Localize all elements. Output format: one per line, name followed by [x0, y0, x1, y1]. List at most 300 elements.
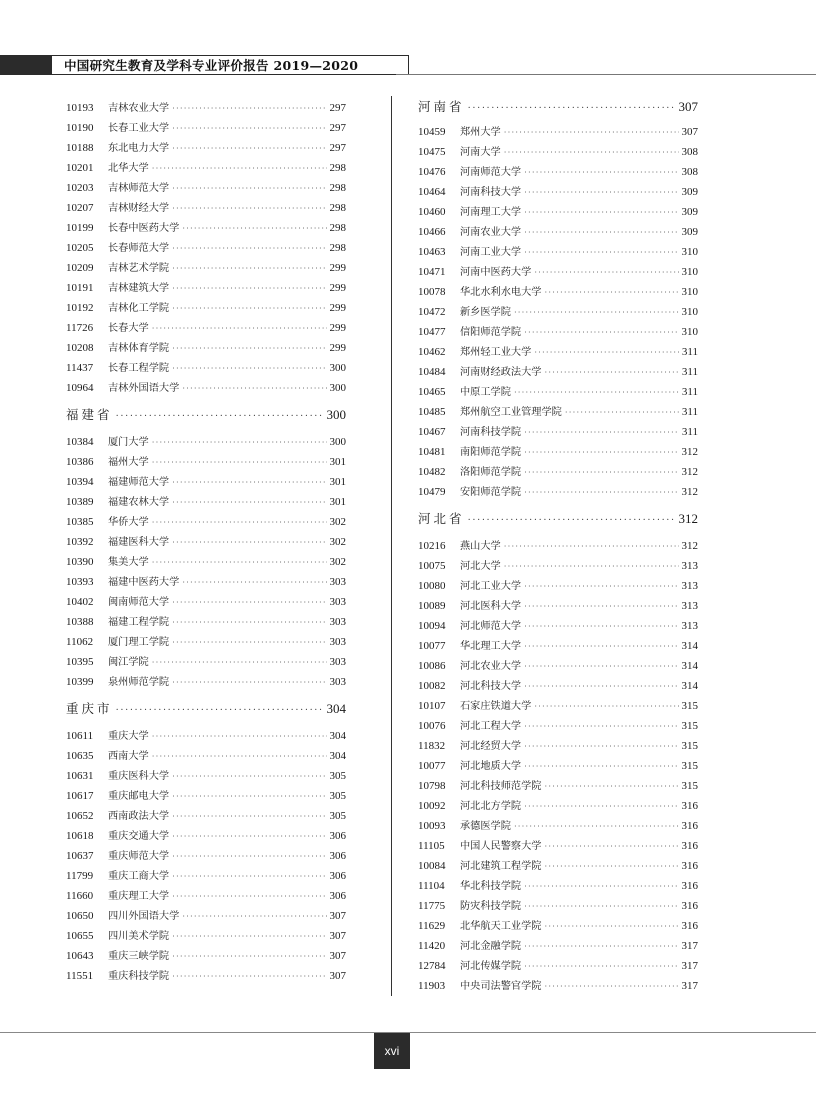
dot-leader	[172, 139, 326, 159]
toc-entry	[66, 138, 346, 158]
entry-page: 309	[681, 226, 698, 238]
toc-entry	[66, 278, 346, 298]
toc-entry	[66, 672, 346, 692]
toc-entry	[418, 122, 698, 142]
entry-page: 311	[681, 426, 698, 438]
toc-entry	[66, 966, 346, 986]
institution-name: 郑州航空工业管理学院	[460, 407, 562, 418]
toc-entry	[418, 816, 698, 836]
entry-page: 313	[681, 560, 698, 572]
entry-page: 305	[329, 810, 346, 822]
entry-page: 315	[681, 780, 698, 792]
institution-name: 吉林体育学院	[108, 343, 170, 354]
dot-leader	[524, 423, 679, 443]
dot-leader	[524, 463, 678, 483]
toc-entry	[66, 846, 346, 866]
entry-page: 303	[329, 616, 346, 628]
entry-page: 299	[329, 342, 346, 354]
dot-leader	[524, 957, 678, 977]
institution-code: 10652	[66, 810, 94, 822]
institution-code: 10075	[418, 560, 446, 572]
institution-code: 11551	[66, 970, 94, 982]
dot-leader	[172, 767, 326, 787]
dot-leader	[524, 163, 678, 183]
dot-leader	[182, 379, 326, 399]
toc-entry	[66, 338, 346, 358]
institution-name: 福建工程学院	[108, 617, 170, 628]
institution-name: 重庆大学	[108, 731, 149, 742]
dot-leader	[524, 443, 678, 463]
institution-code: 10476	[418, 166, 446, 178]
dot-leader	[524, 243, 678, 263]
toc-left-column	[66, 98, 346, 986]
toc-entry	[66, 158, 346, 178]
toc-entry	[418, 976, 698, 996]
toc-entry	[418, 242, 698, 262]
dot-leader	[524, 617, 678, 637]
institution-name: 重庆理工大学	[108, 891, 170, 902]
dot-leader	[524, 203, 678, 223]
section-name: 重庆市	[66, 701, 113, 716]
dot-leader	[468, 98, 676, 120]
dot-leader	[524, 577, 678, 597]
institution-code: 10077	[418, 760, 446, 772]
toc-entry	[418, 442, 698, 462]
dot-leader	[504, 537, 679, 557]
toc-entry	[418, 482, 698, 502]
toc-entry	[418, 616, 698, 636]
dot-leader	[172, 279, 326, 299]
institution-name: 河北科技大学	[460, 681, 522, 692]
toc-entry	[418, 856, 698, 876]
toc-entry	[66, 432, 346, 452]
entry-page: 311	[681, 366, 698, 378]
institution-code: 11660	[66, 890, 94, 902]
institution-code: 10635	[66, 750, 94, 762]
institution-code: 10611	[66, 730, 94, 742]
institution-name: 河南师范大学	[460, 167, 522, 178]
dot-leader	[152, 159, 327, 179]
institution-code: 10082	[418, 680, 446, 692]
institution-name: 安阳师范学院	[460, 487, 522, 498]
entry-page: 302	[329, 556, 346, 568]
dot-leader	[514, 303, 679, 323]
toc-entry	[66, 926, 346, 946]
institution-code: 12784	[418, 960, 446, 972]
entry-page: 305	[329, 770, 346, 782]
entry-page: 312	[681, 486, 698, 498]
toc-entry	[418, 876, 698, 896]
dot-leader	[172, 99, 326, 119]
toc-entry	[418, 536, 698, 556]
institution-code: 10964	[66, 382, 94, 394]
entry-page: 307	[329, 950, 346, 962]
institution-name: 长春师范大学	[108, 243, 170, 254]
institution-name: 郑州轻工业大学	[460, 347, 532, 358]
entry-page: 313	[681, 600, 698, 612]
dot-leader	[172, 927, 326, 947]
institution-name: 福建农林大学	[108, 497, 170, 508]
dot-leader	[182, 573, 326, 593]
institution-code: 11062	[66, 636, 94, 648]
institution-code: 10076	[418, 720, 446, 732]
institution-code: 10643	[66, 950, 94, 962]
toc-entry	[418, 222, 698, 242]
entry-page: 299	[329, 282, 346, 294]
dot-leader	[152, 453, 327, 473]
entry-page: 309	[681, 206, 698, 218]
institution-code: 10459	[418, 126, 446, 138]
institution-name: 河北建筑工程学院	[460, 861, 542, 872]
institution-name: 厦门理工学院	[108, 637, 170, 648]
toc-entry	[418, 462, 698, 482]
institution-name: 北华航天工业学院	[460, 921, 542, 932]
dot-leader	[172, 947, 326, 967]
dot-leader	[565, 403, 679, 423]
dot-leader	[524, 877, 678, 897]
dot-leader	[545, 363, 679, 383]
toc-entry	[66, 806, 346, 826]
institution-name: 河南科技学院	[460, 427, 522, 438]
institution-name: 闽江学院	[108, 657, 149, 668]
entry-page: 307	[329, 930, 346, 942]
dot-leader	[172, 199, 326, 219]
institution-code: 10482	[418, 466, 446, 478]
institution-name: 重庆交通大学	[108, 831, 170, 842]
dot-leader	[524, 757, 678, 777]
institution-code: 10484	[418, 366, 446, 378]
toc-section-heading	[66, 398, 346, 432]
institution-code: 10655	[66, 930, 94, 942]
toc-entry	[418, 162, 698, 182]
dot-leader	[504, 123, 679, 143]
dot-leader	[172, 787, 326, 807]
entry-page: 316	[681, 920, 698, 932]
institution-code: 10077	[418, 640, 446, 652]
institution-name: 长春工业大学	[108, 123, 170, 134]
entry-page: 298	[329, 182, 346, 194]
institution-code: 10465	[418, 386, 446, 398]
institution-code: 10207	[66, 202, 94, 214]
toc-entry	[66, 552, 346, 572]
institution-code: 10390	[66, 556, 94, 568]
toc-entry	[66, 178, 346, 198]
entry-page: 302	[329, 516, 346, 528]
dot-leader	[182, 907, 326, 927]
dot-leader	[524, 323, 678, 343]
dot-leader	[524, 483, 678, 503]
entry-page: 317	[681, 960, 698, 972]
institution-name: 重庆医科大学	[108, 771, 170, 782]
institution-code: 10201	[66, 162, 94, 174]
institution-code: 11903	[418, 980, 446, 992]
institution-name: 福建师范大学	[108, 477, 170, 488]
institution-code: 10386	[66, 456, 94, 468]
institution-name: 闽南师范大学	[108, 597, 170, 608]
institution-code: 10798	[418, 780, 446, 792]
dot-leader	[524, 677, 678, 697]
institution-name: 吉林建筑大学	[108, 283, 170, 294]
dot-leader	[514, 817, 679, 837]
institution-name: 福州大学	[108, 457, 149, 468]
dot-leader	[152, 653, 327, 673]
dot-leader	[534, 343, 679, 363]
dot-leader	[152, 747, 327, 767]
dot-leader	[468, 504, 676, 538]
institution-code: 11799	[66, 870, 94, 882]
institution-name: 北华大学	[108, 163, 149, 174]
institution-code: 11420	[418, 940, 446, 952]
institution-code: 10192	[66, 302, 94, 314]
entry-page: 311	[681, 346, 698, 358]
dot-leader	[545, 977, 679, 997]
institution-code: 10089	[418, 600, 446, 612]
institution-code: 10191	[66, 282, 94, 294]
entry-page: 303	[329, 656, 346, 668]
toc-entry	[418, 382, 698, 402]
dot-leader	[534, 263, 678, 283]
institution-code: 10389	[66, 496, 94, 508]
institution-code: 10190	[66, 122, 94, 134]
entry-page: 303	[329, 596, 346, 608]
dot-leader	[172, 119, 326, 139]
institution-code: 10637	[66, 850, 94, 862]
toc-entry	[418, 596, 698, 616]
dot-leader	[524, 797, 678, 817]
institution-code: 10463	[418, 246, 446, 258]
dot-leader	[504, 143, 679, 163]
institution-code: 10650	[66, 910, 94, 922]
toc-entry	[418, 956, 698, 976]
institution-name: 四川美术学院	[108, 931, 170, 942]
section-name: 福建省	[66, 407, 113, 422]
dot-leader	[514, 383, 679, 403]
dot-leader	[172, 807, 326, 827]
institution-code: 10205	[66, 242, 94, 254]
page-number: xvi	[384, 1044, 400, 1058]
entry-page: 306	[329, 890, 346, 902]
entry-page: 307	[329, 970, 346, 982]
toc-entry	[66, 378, 346, 398]
institution-name: 信阳师范学院	[460, 327, 522, 338]
entry-page: 307	[329, 910, 346, 922]
dot-leader	[152, 727, 327, 747]
toc-section-heading	[66, 692, 346, 726]
entry-page: 315	[681, 740, 698, 752]
entry-page: 299	[329, 262, 346, 274]
dot-leader	[172, 673, 326, 693]
institution-code: 11105	[418, 840, 445, 852]
institution-name: 河北科技师范学院	[460, 781, 542, 792]
entry-page: 314	[681, 680, 698, 692]
entry-page: 312	[681, 540, 698, 552]
toc-entry	[66, 238, 346, 258]
dot-leader	[172, 633, 326, 653]
institution-name: 吉林化工学院	[108, 303, 170, 314]
institution-code: 10481	[418, 446, 446, 458]
institution-name: 集美大学	[108, 557, 149, 568]
dot-leader	[152, 513, 327, 533]
entry-page: 310	[681, 306, 698, 318]
entry-page: 302	[329, 536, 346, 548]
toc-entry	[418, 342, 698, 362]
toc-entry	[66, 766, 346, 786]
institution-name: 河南理工大学	[460, 207, 522, 218]
toc-entry	[418, 756, 698, 776]
entry-page: 317	[681, 980, 698, 992]
institution-name: 承德医学院	[460, 821, 511, 832]
toc-entry	[418, 676, 698, 696]
institution-name: 河北金融学院	[460, 941, 522, 952]
institution-name: 河北传媒学院	[460, 961, 522, 972]
institution-name: 四川外国语大学	[108, 911, 180, 922]
institution-code: 10203	[66, 182, 94, 194]
institution-code: 10388	[66, 616, 94, 628]
toc-entry	[418, 636, 698, 656]
toc-entry	[418, 576, 698, 596]
toc-entry	[66, 358, 346, 378]
institution-code: 10617	[66, 790, 94, 802]
institution-name: 河北医科大学	[460, 601, 522, 612]
entry-page: 310	[681, 286, 698, 298]
institution-name: 重庆邮电大学	[108, 791, 170, 802]
institution-code: 10477	[418, 326, 446, 338]
institution-name: 洛阳师范学院	[460, 467, 522, 478]
entry-page: 316	[681, 880, 698, 892]
institution-name: 华北理工大学	[460, 641, 522, 652]
toc-entry	[418, 656, 698, 676]
entry-page: 308	[681, 146, 698, 158]
toc-entry	[66, 318, 346, 338]
institution-name: 福建医科大学	[108, 537, 170, 548]
institution-name: 华北科技学院	[460, 881, 522, 892]
entry-page: 308	[681, 166, 698, 178]
dot-leader	[545, 777, 679, 797]
entry-page: 310	[681, 266, 698, 278]
toc-entry	[418, 302, 698, 322]
dot-leader	[524, 637, 678, 657]
dot-leader	[172, 359, 326, 379]
dot-leader	[534, 697, 678, 717]
toc-entry	[418, 402, 698, 422]
dot-leader	[172, 613, 326, 633]
toc-entry	[418, 322, 698, 342]
institution-name: 重庆师范大学	[108, 851, 170, 862]
institution-name: 吉林艺术学院	[108, 263, 170, 274]
dot-leader	[172, 827, 326, 847]
entry-page: 306	[329, 870, 346, 882]
institution-name: 南阳师范学院	[460, 447, 522, 458]
institution-name: 河北大学	[460, 561, 501, 572]
institution-code: 10392	[66, 536, 94, 548]
toc-entry	[66, 98, 346, 118]
institution-code: 10462	[418, 346, 446, 358]
dot-leader	[545, 857, 679, 877]
institution-code: 10394	[66, 476, 94, 488]
entry-page: 313	[681, 620, 698, 632]
institution-code: 10078	[418, 286, 446, 298]
toc-entry	[66, 786, 346, 806]
toc-entry	[418, 896, 698, 916]
toc-entry	[418, 282, 698, 302]
dot-leader	[172, 179, 326, 199]
institution-code: 10384	[66, 436, 94, 448]
toc-entry	[66, 746, 346, 766]
toc-entry	[66, 512, 346, 532]
toc-entry	[418, 936, 698, 956]
institution-name: 郑州大学	[460, 127, 501, 138]
institution-code: 11629	[418, 920, 446, 932]
toc-entry	[66, 886, 346, 906]
toc-entry	[66, 652, 346, 672]
dot-leader	[152, 319, 327, 339]
dot-leader	[172, 847, 326, 867]
toc-entry	[66, 258, 346, 278]
toc-entry	[418, 916, 698, 936]
toc-entry	[418, 736, 698, 756]
toc-entry	[66, 472, 346, 492]
institution-code: 10479	[418, 486, 446, 498]
section-name: 河北省	[418, 511, 465, 526]
dot-leader	[524, 183, 678, 203]
entry-page: 303	[329, 576, 346, 588]
institution-name: 华北水利水电大学	[460, 287, 542, 298]
entry-page: 298	[329, 242, 346, 254]
institution-code: 11726	[66, 322, 94, 334]
toc-entry	[66, 532, 346, 552]
toc-entry	[66, 118, 346, 138]
institution-name: 厦门大学	[108, 437, 149, 448]
dot-leader	[524, 717, 678, 737]
institution-name: 长春大学	[108, 323, 149, 334]
toc-entry	[418, 556, 698, 576]
dot-leader	[172, 887, 326, 907]
entry-page: 315	[681, 720, 698, 732]
entry-page: 316	[681, 860, 698, 872]
entry-page: 304	[329, 750, 346, 762]
column-divider	[391, 96, 392, 996]
entry-page: 309	[681, 186, 698, 198]
entry-page: 313	[681, 580, 698, 592]
institution-code: 10466	[418, 226, 446, 238]
entry-page: 316	[681, 800, 698, 812]
institution-name: 燕山大学	[460, 541, 501, 552]
institution-name: 吉林农业大学	[108, 103, 170, 114]
institution-name: 河南农业大学	[460, 227, 522, 238]
institution-code: 10193	[66, 102, 94, 114]
entry-page: 307	[681, 126, 698, 138]
institution-code: 10471	[418, 266, 446, 278]
toc-entry	[66, 632, 346, 652]
dot-leader	[524, 737, 678, 757]
institution-name: 长春工程学院	[108, 363, 170, 374]
entry-page: 315	[681, 700, 698, 712]
institution-name: 吉林财经大学	[108, 203, 170, 214]
running-header	[52, 55, 409, 75]
institution-name: 重庆工商大学	[108, 871, 170, 882]
institution-name: 石家庄铁道大学	[460, 701, 532, 712]
dot-leader	[182, 219, 326, 239]
entry-page: 300	[329, 362, 346, 374]
toc-entry	[418, 716, 698, 736]
institution-name: 河南中医药大学	[460, 267, 532, 278]
institution-code: 10188	[66, 142, 94, 154]
dot-leader	[172, 533, 326, 553]
toc-entry	[66, 592, 346, 612]
institution-name: 河北地质大学	[460, 761, 522, 772]
institution-code: 10093	[418, 820, 446, 832]
entry-page: 316	[681, 820, 698, 832]
